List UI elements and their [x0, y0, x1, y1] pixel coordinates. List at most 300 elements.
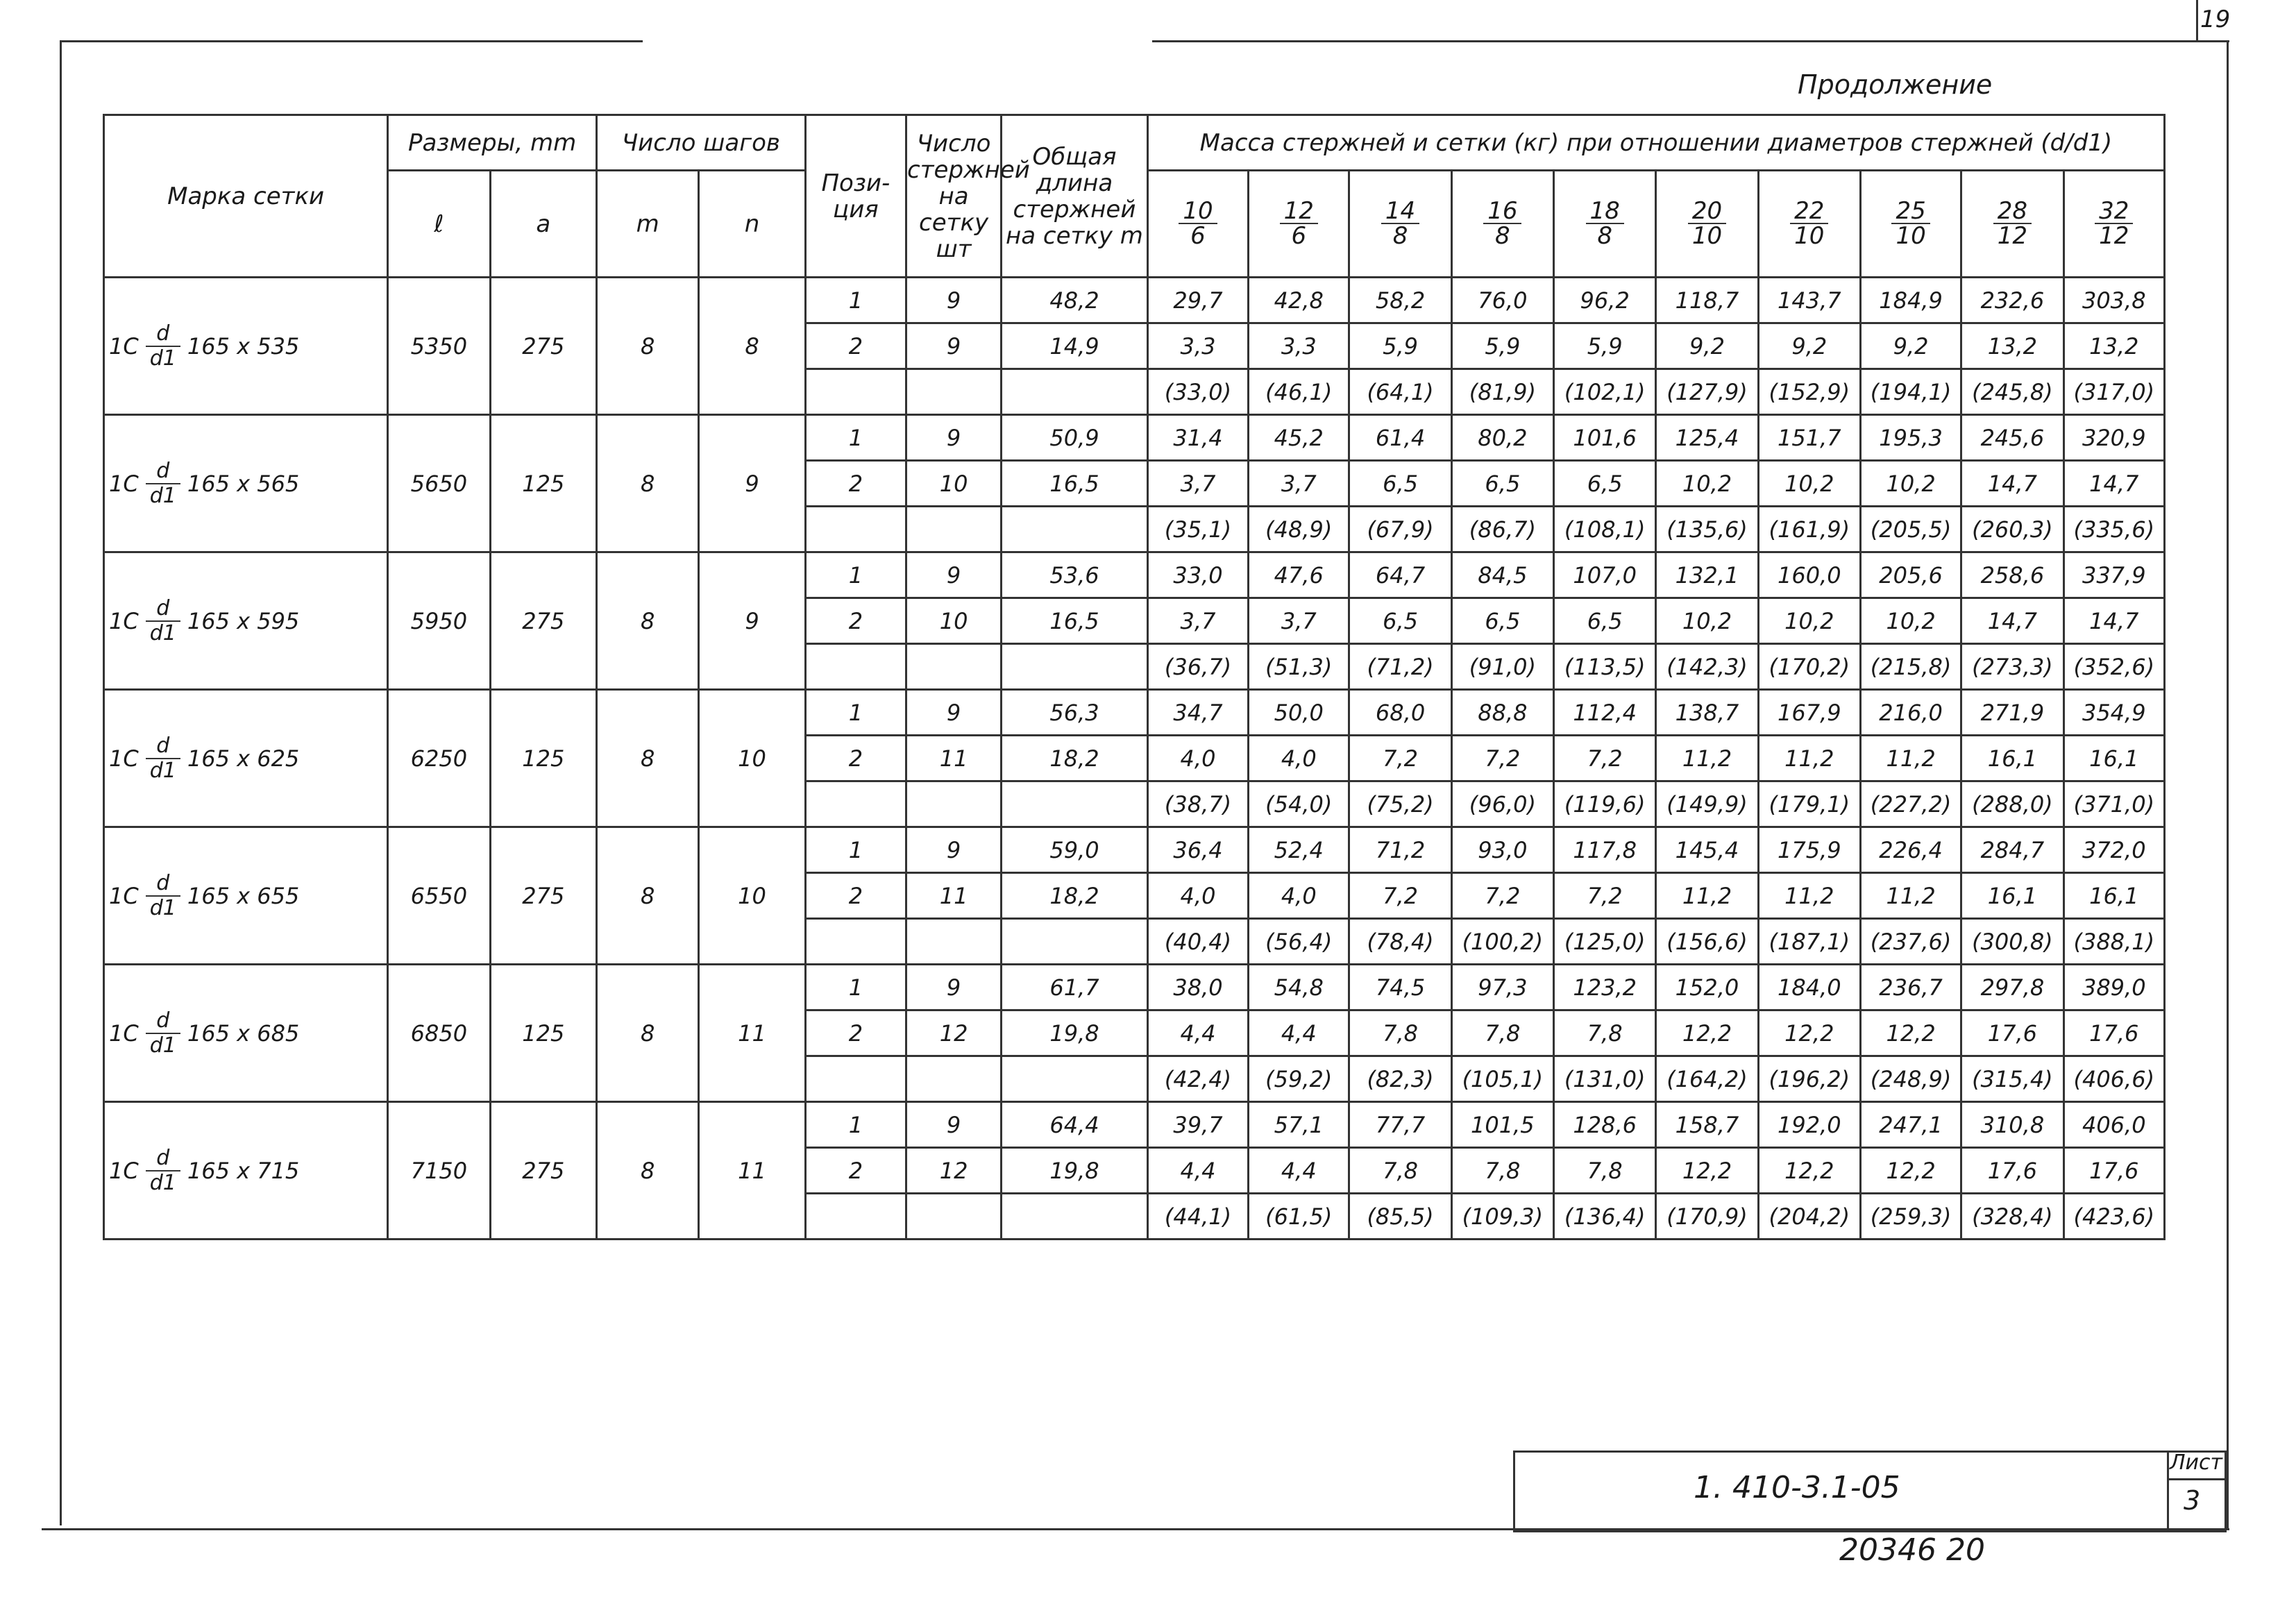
header-ratio [1758, 171, 1860, 278]
dim-n: 9 [699, 552, 805, 690]
header-steps: Число шагов [597, 115, 806, 171]
mass-pos2: 16,1 [1961, 873, 2063, 919]
header-ratio [1860, 171, 1961, 278]
mass-pos1: 123,2 [1554, 965, 1656, 1010]
frame-top-right [1152, 40, 2229, 42]
mass-pos1: 29,7 [1147, 278, 1248, 323]
ratio-fraction [1993, 196, 2032, 250]
mark-cell [104, 965, 388, 1102]
mass-pos2: 7,8 [1349, 1148, 1451, 1194]
title-block-divider [2167, 1450, 2169, 1530]
ratio-denominator: 10 [1794, 221, 1825, 250]
dim-a: 125 [490, 965, 596, 1102]
mass-pos1: 57,1 [1249, 1102, 1349, 1148]
mass-pos2: 7,2 [1451, 873, 1553, 919]
table-row [104, 690, 2165, 736]
mass-pos2: 10,2 [1860, 598, 1961, 644]
mass-total: (56,4) [1249, 919, 1349, 965]
ratio-fraction [1586, 196, 1624, 250]
mass-pos1: 389,0 [2063, 965, 2164, 1010]
mass-total: (273,3) [1961, 644, 2063, 690]
ratio-denominator: 10 [1896, 221, 1926, 250]
mass-pos1: 68,0 [1349, 690, 1451, 736]
mass-pos1: 310,8 [1961, 1102, 2063, 1148]
dim-l: 5350 [388, 278, 490, 415]
mass-pos1: 54,8 [1249, 965, 1349, 1010]
mesh-mark [105, 1009, 387, 1058]
frame-left [60, 40, 62, 1525]
mass-total: (142,3) [1656, 644, 1758, 690]
table-row [104, 827, 2165, 873]
ratio-fraction [1483, 196, 1521, 250]
pos1-count: 9 [906, 690, 1002, 736]
frame-right [2227, 40, 2229, 1530]
mass-total: (91,0) [1451, 644, 1553, 690]
header-ratio [1349, 171, 1451, 278]
mass-total: (194,1) [1860, 369, 1961, 415]
pos2-count: 10 [906, 598, 1002, 644]
mark-size: 165 x 685 [187, 1020, 300, 1047]
mass-pos1: 36,4 [1147, 827, 1248, 873]
mass-pos1: 101,6 [1554, 415, 1656, 461]
pos2-count: 11 [906, 873, 1002, 919]
mass-total: (170,9) [1656, 1194, 1758, 1240]
mass-pos1: 97,3 [1451, 965, 1553, 1010]
mass-pos1: 354,9 [2063, 690, 2164, 736]
mass-pos2: 3,7 [1249, 598, 1349, 644]
mass-pos1: 151,7 [1758, 415, 1860, 461]
mass-pos1: 258,6 [1961, 552, 2063, 598]
mass-pos1: 112,4 [1554, 690, 1656, 736]
ratio-numerator: 18 [1586, 199, 1624, 224]
mass-total: (288,0) [1961, 781, 2063, 827]
dim-n: 8 [699, 278, 805, 415]
mass-pos1: 96,2 [1554, 278, 1656, 323]
mass-total: (109,3) [1451, 1194, 1553, 1240]
empty-cell [1002, 1194, 1148, 1240]
mass-total: (42,4) [1147, 1056, 1248, 1102]
mass-pos2: 6,5 [1349, 461, 1451, 507]
mass-pos2: 6,5 [1451, 598, 1553, 644]
archive-number: 20346 20 [1839, 1532, 1985, 1568]
dim-m: 8 [597, 552, 699, 690]
ratio-fraction [2095, 196, 2133, 250]
page-number: 19 [2200, 6, 2231, 33]
mass-pos2: 4,4 [1147, 1010, 1248, 1056]
mass-total: (67,9) [1349, 507, 1451, 552]
mass-total: (64,1) [1349, 369, 1451, 415]
table-row [104, 965, 2165, 1010]
mark-numerator: d [146, 734, 180, 759]
mass-pos1: 226,4 [1860, 827, 1961, 873]
mass-total: (59,2) [1249, 1056, 1349, 1102]
mass-pos2: 7,2 [1451, 736, 1553, 781]
mass-pos2: 14,7 [1961, 461, 2063, 507]
mass-pos2: 16,1 [1961, 736, 2063, 781]
pos2-pos: 2 [805, 323, 906, 369]
mass-pos2: 14,7 [2063, 598, 2164, 644]
mass-pos1: 52,4 [1249, 827, 1349, 873]
mass-total: (44,1) [1147, 1194, 1248, 1240]
mass-pos2: 4,0 [1147, 873, 1248, 919]
mark-fraction [146, 322, 180, 371]
mass-pos1: 33,0 [1147, 552, 1248, 598]
empty-cell [805, 919, 906, 965]
header-dim-a: a [490, 171, 596, 278]
mass-pos2: 11,2 [1656, 736, 1758, 781]
mass-pos2: 9,2 [1656, 323, 1758, 369]
mass-pos2: 12,2 [1860, 1148, 1961, 1194]
mass-pos2: 4,0 [1249, 736, 1349, 781]
mass-pos2: 5,9 [1554, 323, 1656, 369]
mass-pos2: 3,3 [1249, 323, 1349, 369]
mass-total: (102,1) [1554, 369, 1656, 415]
dim-l: 5650 [388, 415, 490, 552]
pos2-length: 18,2 [1002, 873, 1148, 919]
pos2-length: 16,5 [1002, 598, 1148, 644]
pos1-count: 9 [906, 278, 1002, 323]
mass-total: (33,0) [1147, 369, 1248, 415]
empty-cell [1002, 369, 1148, 415]
mass-total: (187,1) [1758, 919, 1860, 965]
mark-fraction [146, 734, 180, 783]
mass-pos2: 12,2 [1656, 1010, 1758, 1056]
dim-m: 8 [597, 415, 699, 552]
ratio-denominator: 8 [1495, 221, 1510, 250]
mass-pos1: 132,1 [1656, 552, 1758, 598]
mass-pos2: 10,2 [1656, 461, 1758, 507]
mass-pos1: 184,0 [1758, 965, 1860, 1010]
dim-m: 8 [597, 278, 699, 415]
pos1-pos: 1 [805, 690, 906, 736]
mark-numerator: d [146, 322, 180, 347]
mass-pos1: 71,2 [1349, 827, 1451, 873]
ratio-denominator: 12 [1997, 221, 2027, 250]
dim-a: 275 [490, 1102, 596, 1240]
mark-denominator: d1 [149, 483, 176, 508]
mass-pos1: 303,8 [2063, 278, 2164, 323]
mass-pos1: 152,0 [1656, 965, 1758, 1010]
mass-pos1: 125,4 [1656, 415, 1758, 461]
table-row [104, 1102, 2165, 1148]
mass-pos1: 195,3 [1860, 415, 1961, 461]
mark-denominator: d1 [149, 1170, 176, 1195]
header-step-m: m [597, 171, 699, 278]
pos1-pos: 1 [805, 278, 906, 323]
dim-n: 11 [699, 965, 805, 1102]
empty-cell [1002, 507, 1148, 552]
mass-pos1: 236,7 [1860, 965, 1961, 1010]
sheet-label: Лист [2170, 1450, 2223, 1475]
ratio-numerator: 28 [1993, 199, 2032, 224]
mass-pos2: 10,2 [1758, 461, 1860, 507]
mass-total: (36,7) [1147, 644, 1248, 690]
mass-total: (371,0) [2063, 781, 2164, 827]
mass-pos1: 143,7 [1758, 278, 1860, 323]
mark-cell [104, 827, 388, 965]
mass-pos1: 192,0 [1758, 1102, 1860, 1148]
mass-pos2: 12,2 [1758, 1010, 1860, 1056]
mass-total: (423,6) [2063, 1194, 2164, 1240]
mass-pos2: 4,4 [1249, 1010, 1349, 1056]
ratio-fraction [1688, 196, 1726, 250]
dim-n: 10 [699, 690, 805, 827]
dim-m: 8 [597, 690, 699, 827]
mass-pos2: 7,8 [1451, 1010, 1553, 1056]
mass-total: (113,5) [1554, 644, 1656, 690]
mass-total: (204,2) [1758, 1194, 1860, 1240]
pos1-count: 9 [906, 552, 1002, 598]
mass-total: (205,5) [1860, 507, 1961, 552]
mass-total: (82,3) [1349, 1056, 1451, 1102]
mark-numerator: d [146, 872, 180, 897]
mass-pos2: 3,7 [1147, 598, 1248, 644]
mesh-mark [105, 597, 387, 645]
mass-pos1: 47,6 [1249, 552, 1349, 598]
ratio-fraction [1179, 196, 1217, 250]
mass-pos2: 17,6 [2063, 1148, 2164, 1194]
empty-cell [805, 1056, 906, 1102]
mass-total: (127,9) [1656, 369, 1758, 415]
mass-pos2: 7,2 [1349, 736, 1451, 781]
mark-cell [104, 690, 388, 827]
pos2-count: 12 [906, 1010, 1002, 1056]
header-step-n: n [699, 171, 805, 278]
mass-pos1: 45,2 [1249, 415, 1349, 461]
mass-pos2: 11,2 [1860, 736, 1961, 781]
header-ratio [1961, 171, 2063, 278]
table-row [104, 415, 2165, 461]
header-total-length: Общая длина стержней на сетку m [1002, 115, 1148, 278]
mass-pos2: 10,2 [1758, 598, 1860, 644]
mass-total: (335,6) [2063, 507, 2164, 552]
mass-pos1: 80,2 [1451, 415, 1553, 461]
mass-pos1: 145,4 [1656, 827, 1758, 873]
header-rods-count: Число стержней на сетку шт [906, 115, 1002, 278]
ratio-numerator: 14 [1381, 199, 1419, 224]
pos1-count: 9 [906, 1102, 1002, 1148]
mass-pos2: 7,8 [1451, 1148, 1553, 1194]
mass-total: (48,9) [1249, 507, 1349, 552]
mass-pos2: 12,2 [1656, 1148, 1758, 1194]
mass-pos2: 13,2 [1961, 323, 2063, 369]
empty-cell [1002, 919, 1148, 965]
mesh-mark [105, 322, 387, 371]
mass-pos1: 64,7 [1349, 552, 1451, 598]
mass-total: (75,2) [1349, 781, 1451, 827]
mass-total: (328,4) [1961, 1194, 2063, 1240]
dim-n: 9 [699, 415, 805, 552]
ratio-numerator: 32 [2095, 199, 2133, 224]
mesh-mark [105, 872, 387, 920]
mass-pos1: 93,0 [1451, 827, 1553, 873]
mass-pos2: 17,6 [2063, 1010, 2164, 1056]
mass-pos2: 4,0 [1249, 873, 1349, 919]
mass-total: (156,6) [1656, 919, 1758, 965]
header-dim-l: ℓ [388, 171, 490, 278]
mass-pos1: 118,7 [1656, 278, 1758, 323]
dim-a: 125 [490, 415, 596, 552]
mark-fraction [146, 1009, 180, 1058]
empty-cell [906, 369, 1002, 415]
mass-pos2: 9,2 [1860, 323, 1961, 369]
mass-pos2: 4,4 [1249, 1148, 1349, 1194]
mass-total: (237,6) [1860, 919, 1961, 965]
dim-l: 7150 [388, 1102, 490, 1240]
mass-total: (125,0) [1554, 919, 1656, 965]
pos2-pos: 2 [805, 461, 906, 507]
pos1-pos: 1 [805, 1102, 906, 1148]
mass-total: (105,1) [1451, 1056, 1553, 1102]
mass-total: (196,2) [1758, 1056, 1860, 1102]
mass-pos1: 61,4 [1349, 415, 1451, 461]
empty-cell [805, 644, 906, 690]
mark-numerator: d [146, 459, 180, 484]
pos1-pos: 1 [805, 965, 906, 1010]
mass-pos2: 7,8 [1554, 1010, 1656, 1056]
mass-pos1: 245,6 [1961, 415, 2063, 461]
mass-total: (38,7) [1147, 781, 1248, 827]
ratio-fraction [1790, 196, 1828, 250]
pos1-length: 64,4 [1002, 1102, 1148, 1148]
table-row [104, 278, 2165, 323]
mass-pos2: 11,2 [1758, 736, 1860, 781]
mass-total: (51,3) [1249, 644, 1349, 690]
mark-denominator: d1 [149, 895, 176, 920]
mass-total: (81,9) [1451, 369, 1553, 415]
mass-pos2: 4,0 [1147, 736, 1248, 781]
mark-prefix: 1С [109, 1020, 139, 1047]
ratio-numerator: 22 [1790, 199, 1828, 224]
mass-pos2: 11,2 [1656, 873, 1758, 919]
header-ratio [1249, 171, 1349, 278]
mass-pos2: 4,4 [1147, 1148, 1248, 1194]
mass-total: (317,0) [2063, 369, 2164, 415]
empty-cell [906, 1056, 1002, 1102]
mass-total: (161,9) [1758, 507, 1860, 552]
mark-denominator: d1 [149, 758, 176, 783]
header-dims: Размеры, mm [388, 115, 597, 171]
mass-pos1: 320,9 [2063, 415, 2164, 461]
pos2-count: 10 [906, 461, 1002, 507]
pos2-pos: 2 [805, 873, 906, 919]
ratio-denominator: 6 [1190, 221, 1206, 250]
mark-numerator: d [146, 597, 180, 622]
mass-total: (136,4) [1554, 1194, 1656, 1240]
mark-cell [104, 1102, 388, 1240]
ratio-denominator: 8 [1392, 221, 1408, 250]
mass-total: (78,4) [1349, 919, 1451, 965]
empty-cell [805, 781, 906, 827]
mass-pos1: 77,7 [1349, 1102, 1451, 1148]
mass-pos2: 6,5 [1349, 598, 1451, 644]
mark-prefix: 1С [109, 470, 139, 497]
ratio-fraction [1280, 196, 1318, 250]
pos1-length: 56,3 [1002, 690, 1148, 736]
ratio-numerator: 10 [1179, 199, 1217, 224]
mass-pos2: 10,2 [1860, 461, 1961, 507]
pos2-length: 18,2 [1002, 736, 1148, 781]
mass-pos1: 58,2 [1349, 278, 1451, 323]
mass-total: (248,9) [1860, 1056, 1961, 1102]
title-block-sheet-line [2167, 1478, 2225, 1480]
dim-a: 275 [490, 827, 596, 965]
ratio-numerator: 16 [1483, 199, 1521, 224]
mass-pos1: 216,0 [1860, 690, 1961, 736]
mass-pos1: 205,6 [1860, 552, 1961, 598]
header-ratio [1554, 171, 1656, 278]
mass-pos1: 117,8 [1554, 827, 1656, 873]
mass-pos2: 17,6 [1961, 1148, 2063, 1194]
ratio-denominator: 10 [1691, 221, 1723, 250]
document-code: 1. 410-3.1-05 [1694, 1470, 1900, 1505]
mark-size: 165 x 715 [187, 1157, 300, 1184]
mass-total: (260,3) [1961, 507, 2063, 552]
mark-cell [104, 552, 388, 690]
sheet-number: 3 [2184, 1485, 2201, 1516]
mass-pos1: 39,7 [1147, 1102, 1248, 1148]
continuation-label: Продолжение [1798, 69, 1993, 100]
mass-total: (179,1) [1758, 781, 1860, 827]
mass-total: (149,9) [1656, 781, 1758, 827]
mass-pos1: 84,5 [1451, 552, 1553, 598]
mass-total: (61,5) [1249, 1194, 1349, 1240]
mass-pos1: 406,0 [2063, 1102, 2164, 1148]
ratio-fraction [1891, 196, 1930, 250]
mass-pos2: 3,7 [1147, 461, 1248, 507]
pos1-length: 53,6 [1002, 552, 1148, 598]
mass-total: (86,7) [1451, 507, 1553, 552]
mass-total: (315,4) [1961, 1056, 2063, 1102]
dim-m: 8 [597, 1102, 699, 1240]
header-ratio [1656, 171, 1758, 278]
mass-total: (35,1) [1147, 507, 1248, 552]
mark-cell [104, 415, 388, 552]
pos2-pos: 2 [805, 736, 906, 781]
mass-pos2: 6,5 [1451, 461, 1553, 507]
header-ratio [1147, 171, 1248, 278]
header-ratio [2063, 171, 2164, 278]
mass-pos2: 11,2 [1860, 873, 1961, 919]
pos1-length: 48,2 [1002, 278, 1148, 323]
mass-pos2: 13,2 [2063, 323, 2164, 369]
pos2-pos: 2 [805, 1010, 906, 1056]
pos1-length: 50,9 [1002, 415, 1148, 461]
pos2-length: 16,5 [1002, 461, 1148, 507]
pos1-length: 59,0 [1002, 827, 1148, 873]
mark-fraction [146, 459, 180, 508]
mass-pos2: 7,8 [1349, 1010, 1451, 1056]
mass-total: (119,6) [1554, 781, 1656, 827]
mark-size: 165 x 655 [187, 882, 300, 909]
mark-prefix: 1С [109, 607, 139, 634]
rebar-mesh-table [103, 114, 2166, 1240]
empty-cell [805, 369, 906, 415]
mark-denominator: d1 [149, 1033, 176, 1058]
mass-pos2: 3,7 [1249, 461, 1349, 507]
mass-pos1: 101,5 [1451, 1102, 1553, 1148]
pos2-length: 19,8 [1002, 1148, 1148, 1194]
header-mark: Марка сетки [104, 115, 388, 278]
mass-pos2: 12,2 [1860, 1010, 1961, 1056]
mass-pos1: 175,9 [1758, 827, 1860, 873]
mass-total: (135,6) [1656, 507, 1758, 552]
mass-pos1: 167,9 [1758, 690, 1860, 736]
mass-pos2: 7,2 [1554, 736, 1656, 781]
dim-n: 11 [699, 1102, 805, 1240]
empty-cell [906, 644, 1002, 690]
mass-total: (215,8) [1860, 644, 1961, 690]
